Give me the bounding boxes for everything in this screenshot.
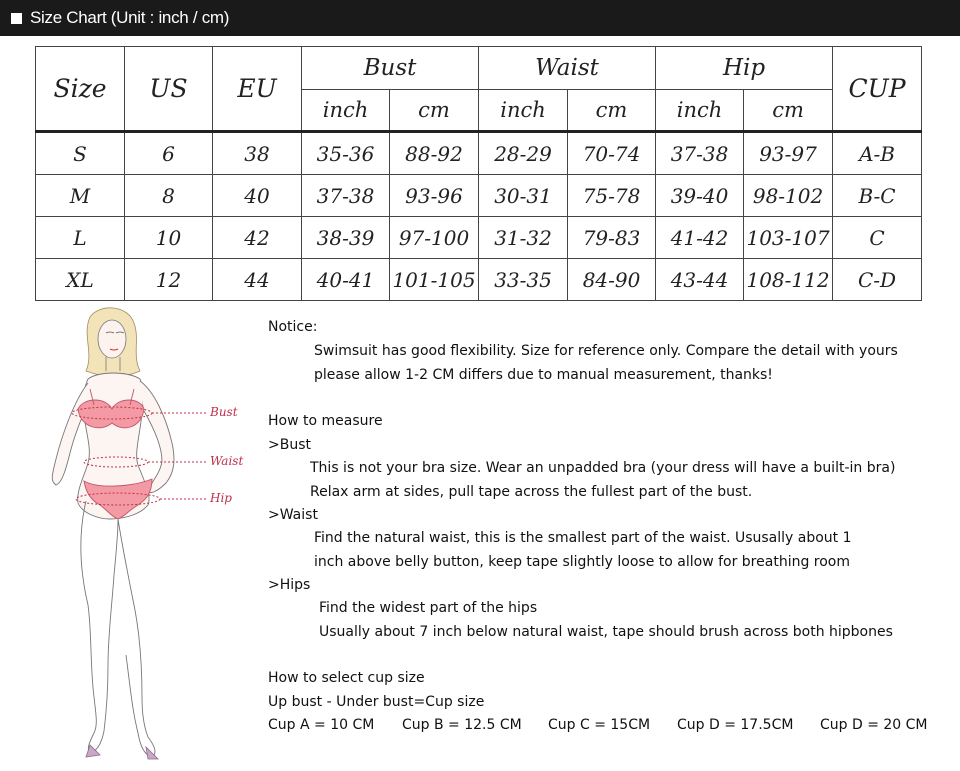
notice-line: please allow 1-2 CM differs due to manual measurement, thanks! [314,367,773,383]
header-bar [0,0,960,36]
table-row [36,217,922,259]
legs-outline [81,501,155,757]
table-cell: XL [36,259,125,301]
table-cell: 43-44 [656,259,744,301]
table-cell: 37-38 [302,175,390,217]
body-measurement-illustration [28,305,258,760]
table-cell: 44 [213,259,302,301]
table-cell: 40-41 [302,259,390,301]
hips-line: Usually about 7 inch below natural waist, tape should brush across both hipbones [319,624,893,640]
table-cell: A-B [833,132,922,175]
header-hip: Hip [656,47,833,90]
table-cell: 35-36 [302,132,390,175]
table-cell: 70-74 [568,132,656,175]
table-cell: 28-29 [479,132,568,175]
table-cell: 108-112 [744,259,833,301]
table-cell: 101-105 [390,259,479,301]
notice-heading: Notice: [268,319,318,335]
table-cell: 33-35 [479,259,568,301]
hips-title: >Hips [268,577,311,593]
cup-size-item: Cup D = 20 CM [820,717,928,733]
header-bust: Bust [302,47,479,90]
table-cell: 6 [125,132,213,175]
cup-heading: How to select cup size [268,670,425,686]
measure-heading: How to measure [268,413,383,429]
table-row [36,132,922,175]
header-cup: CUP [833,47,922,132]
subheader-hip-cm: cm [744,90,833,132]
bust-label: Bust [210,405,238,419]
table-cell: 30-31 [479,175,568,217]
subheader-hip-inch: inch [656,90,744,132]
bust-title: >Bust [268,437,311,453]
subheader-bust-inch: inch [302,90,390,132]
table-row [36,175,922,217]
table-cell: 75-78 [568,175,656,217]
subheader-bust-cm: cm [390,90,479,132]
table-cell: 10 [125,217,213,259]
square-bullet-icon [11,13,22,24]
table-cell: L [36,217,125,259]
subheader-waist-cm: cm [568,90,656,132]
table-cell: 79-83 [568,217,656,259]
hips-line: Find the widest part of the hips [319,600,538,616]
table-cell: C-D [833,259,922,301]
table-cell: 98-102 [744,175,833,217]
table-cell: S [36,132,125,175]
table-cell: 103-107 [744,217,833,259]
table-cell: 8 [125,175,213,217]
waist-line: Find the natural waist, this is the smallest part of the waist. Ususally about 1 [314,530,852,546]
waist-line: inch above belly button, keep tape slightly loose to allow for breathing room [314,554,851,570]
table-cell: C [833,217,922,259]
table-row [36,259,922,301]
table-cell: 38-39 [302,217,390,259]
waist-title: >Waist [268,507,318,523]
header-eu: EU [213,47,302,132]
table-cell: 88-92 [390,132,479,175]
table-cell: 12 [125,259,213,301]
waist-label: Waist [210,454,244,468]
header-waist: Waist [479,47,656,90]
table-cell: M [36,175,125,217]
left-arm-outline [52,383,88,485]
cup-size-item: Cup D = 17.5CM [677,717,794,733]
face-shape [98,320,126,358]
header-us: US [125,47,213,132]
right-arm-outline [140,381,174,493]
table-cell: 39-40 [656,175,744,217]
bust-line: This is not your bra size. Wear an unpadded bra (your dress will have a built-in bra) [310,460,896,476]
cup-formula: Up bust - Under bust=Cup size [268,694,485,710]
hip-label: Hip [210,491,232,505]
table-cell: 93-96 [390,175,479,217]
table-cell: 42 [213,217,302,259]
subheader-waist-inch: inch [479,90,568,132]
table-cell: B-C [833,175,922,217]
table-cell: 93-97 [744,132,833,175]
table-cell: 37-38 [656,132,744,175]
cup-size-item: Cup C = 15CM [548,717,651,733]
header-size: Size [36,47,125,132]
cup-size-item: Cup B = 12.5 CM [402,717,522,733]
cup-size-item: Cup A = 10 CM [268,717,375,733]
table-cell: 41-42 [656,217,744,259]
table-cell: 97-100 [390,217,479,259]
notice-line: Swimsuit has good flexibility. Size for reference only. Compare the detail with yours [314,343,898,359]
table-cell: 40 [213,175,302,217]
table-cell: 38 [213,132,302,175]
table-cell: 84-90 [568,259,656,301]
page-title: Size Chart (Unit : inch / cm) [30,8,230,27]
size-chart-table [35,46,922,301]
table-cell: 31-32 [479,217,568,259]
bust-line: Relax arm at sides, pull tape across the fullest part of the bust. [310,484,753,500]
